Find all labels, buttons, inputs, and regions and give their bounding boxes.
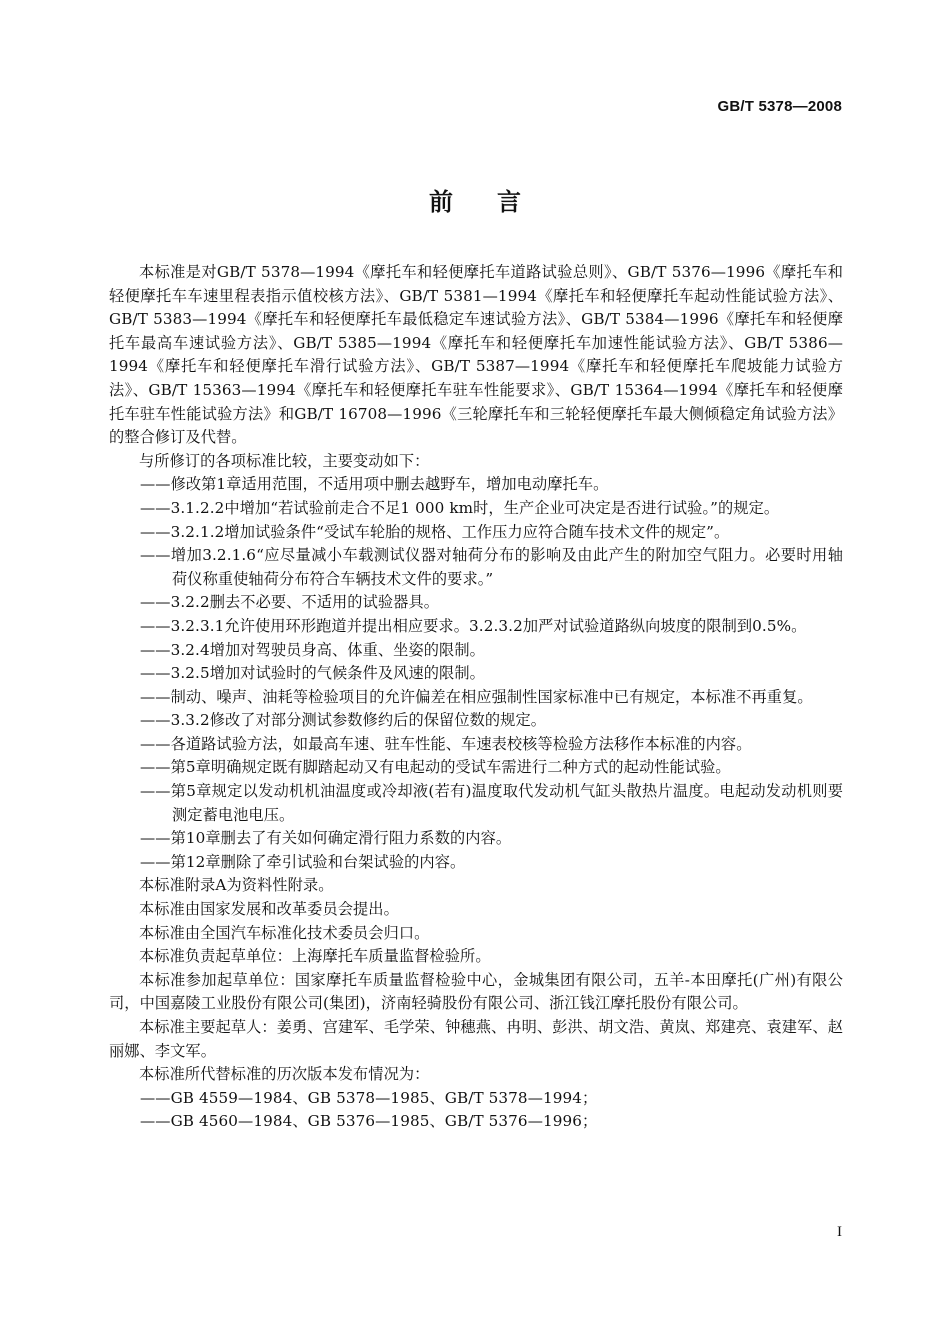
change-item: ——3.2.3.1允许使用环形跑道并提出相应要求。3.2.3.2加严对试验道路纵向坡度的限制到0.5%。 [140,616,807,635]
change-item: ——3.1.2.2中增加“若试验前走合不足1 000 km时，生产企业可决定是否进行试验。”的规定。 [140,498,780,517]
paragraph: 与所修订的各项标准比较，主要变动如下： [139,451,430,470]
history-item: ——GB 4560—1984、GB 5376—1985、GB/T 5376—1996； [140,1112,598,1131]
paragraph: 本标准主要起草人：姜勇、宫建军、毛学荣、钟穗燕、冉明、彭洪、胡文浩、黄岚、郑建亮、袁建军、赵丽娜、李文军。 [109,1018,843,1060]
page-title: 前言 [429,188,565,216]
paragraph: 本标准所代替标准的历次版本发布情况为： [139,1065,430,1084]
change-item: ——3.2.2删去不必要、不适用的试验器具。 [140,593,440,612]
change-item: ——第5章规定以发动机机油温度或冷却液(若有)温度取代发动机气缸头散热片温度。电起动发动机则要测定蓄电池电压。 [140,782,843,824]
page-number: I [837,1224,842,1240]
paragraph: 本标准负责起草单位：上海摩托车质量监督检验所。 [139,947,491,966]
paragraph: 本标准是对GB/T 5378—1994《摩托车和轻便摩托车道路试验总则》、GB/T 5376—1996《摩托车和轻便摩托车车速里程表指示值校核方法》、GB/T 5381—1994《摩托车和轻便摩托车起动性能试验方法》、GB/T 5383—1994《摩托车和轻便摩托车最低稳定车速试验方法》、GB/T 5384—1996《摩托车和轻便摩托车最高车速试验方法》、GB/T 5385—1994《摩托车和轻便摩托车加速性能试验方法》、GB/T 5386—1994《摩托车和轻便摩托车滑行试验方法》、GB/T 5387—1994《摩托车和轻便摩托车爬坡能力试验方法》、GB/T 15363—1994《摩托车和轻便摩托车驻车性能要求》、GB/T 15364—1994《摩托车和轻便摩托车驻车性能试验方法》和GB/T 16708—1996《三轮摩托车和三轮轻便摩托车最大侧倾稳定角试验方法》的整合修订及代替。 [109,263,843,447]
change-item: ——制动、噪声、油耗等检验项目的允许偏差在相应强制性国家标准中已有规定，本标准不再重复。 [140,687,813,706]
change-item: ——3.2.1.2增加试验条件“受试车轮胎的规格、工作压力应符合随车技术文件的规定”。 [140,522,730,541]
document-body [109,261,843,1134]
change-item: ——3.2.5增加对试验时的气候条件及风速的限制。 [140,664,485,683]
paragraph: 本标准由全国汽车标准化技术委员会归口。 [139,923,430,942]
change-item: ——第5章明确规定既有脚踏起动又有电起动的受试车需进行二种方式的起动性能试验。 [140,758,731,777]
change-item: ——修改第1章适用范围，不适用项中删去越野车，增加电动摩托车。 [140,475,609,494]
change-item: ——各道路试验方法，如最高车速、驻车性能、车速表校核等检验方法移作本标准的内容。 [140,734,752,753]
change-item: ——3.2.4增加对驾驶员身高、体重、坐姿的限制。 [140,640,485,659]
change-item: ——3.3.2修改了对部分测试参数修约后的保留位数的规定。 [140,711,547,730]
change-item: ——第12章删除了牵引试验和台架试验的内容。 [140,852,466,871]
paragraph: 本标准参加起草单位：国家摩托车质量监督检验中心，金城集团有限公司，五羊-本田摩托(广州)有限公司，中国嘉陵工业股份有限公司(集团)，济南轻骑股份有限公司、浙江钱江摩托股份有限公司。 [109,970,843,1013]
history-item: ——GB 4559—1984、GB 5378—1985、GB/T 5378—1994； [140,1088,598,1107]
paragraph: 本标准由国家发展和改革委员会提出。 [139,900,399,919]
standard-number: GB/T 5378—2008 [717,98,842,115]
change-item: ——第10章删去了有关如何确定滑行阻力系数的内容。 [140,829,512,848]
paragraph: 本标准附录A为资料性附录。 [139,876,334,895]
change-item: ——增加3.2.1.6“应尽量减小车载测试仪器对轴荷分布的影响及由此产生的附加空气阻力。必要时用轴荷仪称重使轴荷分布符合车辆技术文件的要求。” [140,546,843,588]
